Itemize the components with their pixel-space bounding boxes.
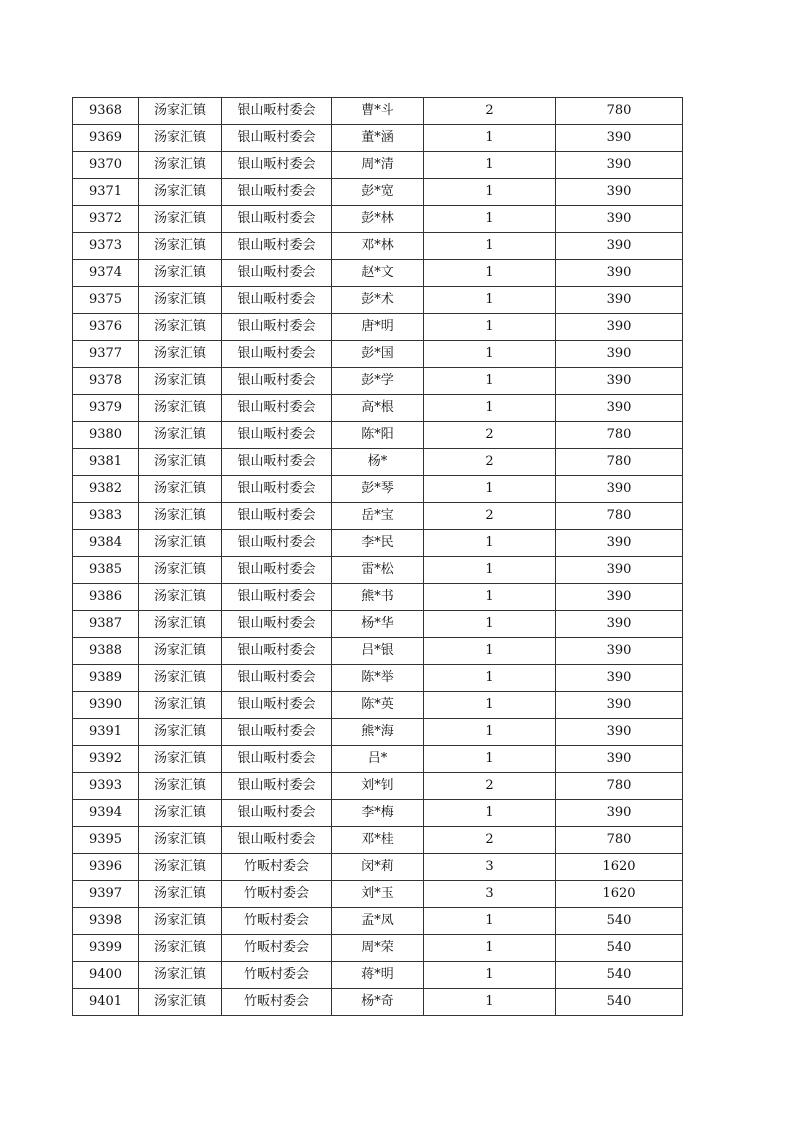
- seq-cell: 9395: [73, 827, 139, 854]
- name-cell: 杨*: [332, 449, 424, 476]
- name-cell: 陈*阳: [332, 422, 424, 449]
- table-row: [73, 287, 683, 314]
- amount-cell: 390: [556, 206, 683, 233]
- seq-cell: 9392: [73, 746, 139, 773]
- name-cell: 陈*举: [332, 665, 424, 692]
- seq-cell: 9396: [73, 854, 139, 881]
- count-cell: 1: [424, 989, 556, 1016]
- seq-cell: 9375: [73, 287, 139, 314]
- seq-cell: 9376: [73, 314, 139, 341]
- amount-cell: 390: [556, 152, 683, 179]
- village-cell: 银山畈村委会: [222, 584, 332, 611]
- count-cell: 1: [424, 935, 556, 962]
- count-cell: 1: [424, 314, 556, 341]
- village-cell: 银山畈村委会: [222, 800, 332, 827]
- village-cell: 竹畈村委会: [222, 881, 332, 908]
- name-cell: 熊*书: [332, 584, 424, 611]
- seq-cell: 9379: [73, 395, 139, 422]
- table-row: [73, 746, 683, 773]
- name-cell: 彭*学: [332, 368, 424, 395]
- table-row: [73, 368, 683, 395]
- seq-cell: 9399: [73, 935, 139, 962]
- name-cell: 董*涵: [332, 125, 424, 152]
- table-row: [73, 692, 683, 719]
- village-cell: 银山畈村委会: [222, 827, 332, 854]
- town-cell: 汤家汇镇: [139, 368, 222, 395]
- seq-cell: 9381: [73, 449, 139, 476]
- count-cell: 2: [424, 827, 556, 854]
- seq-cell: 9370: [73, 152, 139, 179]
- seq-cell: 9371: [73, 179, 139, 206]
- town-cell: 汤家汇镇: [139, 638, 222, 665]
- town-cell: 汤家汇镇: [139, 584, 222, 611]
- town-cell: 汤家汇镇: [139, 341, 222, 368]
- count-cell: 1: [424, 530, 556, 557]
- village-cell: 银山畈村委会: [222, 746, 332, 773]
- table-row: [73, 827, 683, 854]
- amount-cell: 390: [556, 638, 683, 665]
- seq-cell: 9400: [73, 962, 139, 989]
- table-row: [73, 881, 683, 908]
- village-cell: 银山畈村委会: [222, 179, 332, 206]
- name-cell: 彭*国: [332, 341, 424, 368]
- seq-cell: 9397: [73, 881, 139, 908]
- count-cell: 2: [424, 449, 556, 476]
- name-cell: 周*荣: [332, 935, 424, 962]
- town-cell: 汤家汇镇: [139, 287, 222, 314]
- town-cell: 汤家汇镇: [139, 800, 222, 827]
- count-cell: 1: [424, 800, 556, 827]
- table-row: [73, 233, 683, 260]
- village-cell: 银山畈村委会: [222, 206, 332, 233]
- amount-cell: 1620: [556, 881, 683, 908]
- count-cell: 2: [424, 98, 556, 125]
- town-cell: 汤家汇镇: [139, 665, 222, 692]
- name-cell: 陈*英: [332, 692, 424, 719]
- amount-cell: 540: [556, 989, 683, 1016]
- amount-cell: 390: [556, 314, 683, 341]
- amount-cell: 390: [556, 341, 683, 368]
- village-cell: 银山畈村委会: [222, 503, 332, 530]
- town-cell: 汤家汇镇: [139, 449, 222, 476]
- town-cell: 汤家汇镇: [139, 179, 222, 206]
- table-row: [73, 179, 683, 206]
- table-row: [73, 584, 683, 611]
- name-cell: 吕*: [332, 746, 424, 773]
- amount-cell: 780: [556, 98, 683, 125]
- amount-cell: 390: [556, 584, 683, 611]
- seq-cell: 9378: [73, 368, 139, 395]
- town-cell: 汤家汇镇: [139, 125, 222, 152]
- count-cell: 2: [424, 422, 556, 449]
- seq-cell: 9380: [73, 422, 139, 449]
- table-row: [73, 719, 683, 746]
- amount-cell: 390: [556, 476, 683, 503]
- seq-cell: 9386: [73, 584, 139, 611]
- count-cell: 1: [424, 611, 556, 638]
- amount-cell: 390: [556, 368, 683, 395]
- table-row: [73, 503, 683, 530]
- town-cell: 汤家汇镇: [139, 935, 222, 962]
- name-cell: 赵*文: [332, 260, 424, 287]
- seq-cell: 9388: [73, 638, 139, 665]
- village-cell: 银山畈村委会: [222, 638, 332, 665]
- amount-cell: 390: [556, 233, 683, 260]
- amount-cell: 390: [556, 287, 683, 314]
- table-body: [73, 98, 683, 1016]
- village-cell: 银山畈村委会: [222, 314, 332, 341]
- name-cell: 李*梅: [332, 800, 424, 827]
- table-row: [73, 854, 683, 881]
- seq-cell: 9385: [73, 557, 139, 584]
- village-cell: 银山畈村委会: [222, 773, 332, 800]
- village-cell: 银山畈村委会: [222, 476, 332, 503]
- count-cell: 1: [424, 260, 556, 287]
- count-cell: 1: [424, 206, 556, 233]
- name-cell: 彭*术: [332, 287, 424, 314]
- town-cell: 汤家汇镇: [139, 530, 222, 557]
- table-row: [73, 989, 683, 1016]
- village-cell: 银山畈村委会: [222, 368, 332, 395]
- village-cell: 银山畈村委会: [222, 665, 332, 692]
- village-cell: 银山畈村委会: [222, 719, 332, 746]
- amount-cell: 780: [556, 827, 683, 854]
- name-cell: 杨*华: [332, 611, 424, 638]
- table-row: [73, 125, 683, 152]
- town-cell: 汤家汇镇: [139, 314, 222, 341]
- seq-cell: 9384: [73, 530, 139, 557]
- village-cell: 银山畈村委会: [222, 260, 332, 287]
- count-cell: 2: [424, 503, 556, 530]
- table-row: [73, 800, 683, 827]
- name-cell: 高*根: [332, 395, 424, 422]
- count-cell: 1: [424, 476, 556, 503]
- seq-cell: 9401: [73, 989, 139, 1016]
- amount-cell: 780: [556, 503, 683, 530]
- village-cell: 银山畈村委会: [222, 152, 332, 179]
- town-cell: 汤家汇镇: [139, 260, 222, 287]
- count-cell: 1: [424, 179, 556, 206]
- village-cell: 银山畈村委会: [222, 611, 332, 638]
- village-cell: 银山畈村委会: [222, 233, 332, 260]
- town-cell: 汤家汇镇: [139, 152, 222, 179]
- table-row: [73, 152, 683, 179]
- amount-cell: 540: [556, 908, 683, 935]
- amount-cell: 390: [556, 800, 683, 827]
- name-cell: 李*民: [332, 530, 424, 557]
- village-cell: 银山畈村委会: [222, 557, 332, 584]
- count-cell: 1: [424, 746, 556, 773]
- village-cell: 银山畈村委会: [222, 422, 332, 449]
- name-cell: 杨*奇: [332, 989, 424, 1016]
- seq-cell: 9368: [73, 98, 139, 125]
- table-row: [73, 530, 683, 557]
- table-row: [73, 395, 683, 422]
- seq-cell: 9373: [73, 233, 139, 260]
- village-cell: 竹畈村委会: [222, 854, 332, 881]
- count-cell: 1: [424, 962, 556, 989]
- town-cell: 汤家汇镇: [139, 854, 222, 881]
- town-cell: 汤家汇镇: [139, 719, 222, 746]
- village-cell: 竹畈村委会: [222, 962, 332, 989]
- name-cell: 闵*莉: [332, 854, 424, 881]
- table-row: [73, 206, 683, 233]
- name-cell: 岳*宝: [332, 503, 424, 530]
- name-cell: 雷*松: [332, 557, 424, 584]
- village-cell: 银山畈村委会: [222, 341, 332, 368]
- table-row: [73, 665, 683, 692]
- seq-cell: 9382: [73, 476, 139, 503]
- name-cell: 周*清: [332, 152, 424, 179]
- amount-cell: 540: [556, 935, 683, 962]
- name-cell: 唐*明: [332, 314, 424, 341]
- town-cell: 汤家汇镇: [139, 98, 222, 125]
- amount-cell: 390: [556, 557, 683, 584]
- table-row: [73, 962, 683, 989]
- amount-cell: 540: [556, 962, 683, 989]
- village-cell: 竹畈村委会: [222, 908, 332, 935]
- seq-cell: 9394: [73, 800, 139, 827]
- table-row: [73, 773, 683, 800]
- table-row: [73, 476, 683, 503]
- town-cell: 汤家汇镇: [139, 827, 222, 854]
- name-cell: 刘*钊: [332, 773, 424, 800]
- table-row: [73, 449, 683, 476]
- seq-cell: 9369: [73, 125, 139, 152]
- amount-cell: 390: [556, 125, 683, 152]
- town-cell: 汤家汇镇: [139, 395, 222, 422]
- seq-cell: 9390: [73, 692, 139, 719]
- table-row: [73, 935, 683, 962]
- table-row: [73, 611, 683, 638]
- seq-cell: 9387: [73, 611, 139, 638]
- amount-cell: 390: [556, 719, 683, 746]
- table-row: [73, 557, 683, 584]
- village-cell: 竹畈村委会: [222, 935, 332, 962]
- seq-cell: 9389: [73, 665, 139, 692]
- seq-cell: 9383: [73, 503, 139, 530]
- town-cell: 汤家汇镇: [139, 557, 222, 584]
- amount-cell: 780: [556, 422, 683, 449]
- amount-cell: 390: [556, 395, 683, 422]
- town-cell: 汤家汇镇: [139, 422, 222, 449]
- name-cell: 熊*海: [332, 719, 424, 746]
- allowance-table: [72, 97, 683, 1016]
- village-cell: 银山畈村委会: [222, 125, 332, 152]
- seq-cell: 9398: [73, 908, 139, 935]
- name-cell: 蒋*明: [332, 962, 424, 989]
- amount-cell: 390: [556, 260, 683, 287]
- count-cell: 1: [424, 287, 556, 314]
- name-cell: 彭*琴: [332, 476, 424, 503]
- count-cell: 3: [424, 881, 556, 908]
- town-cell: 汤家汇镇: [139, 476, 222, 503]
- count-cell: 1: [424, 638, 556, 665]
- amount-cell: 390: [556, 746, 683, 773]
- seq-cell: 9391: [73, 719, 139, 746]
- amount-cell: 390: [556, 611, 683, 638]
- amount-cell: 390: [556, 530, 683, 557]
- table-row: [73, 638, 683, 665]
- table-row: [73, 260, 683, 287]
- seq-cell: 9393: [73, 773, 139, 800]
- count-cell: 1: [424, 719, 556, 746]
- count-cell: 1: [424, 395, 556, 422]
- count-cell: 2: [424, 773, 556, 800]
- table-row: [73, 98, 683, 125]
- table-row: [73, 341, 683, 368]
- name-cell: 孟*凤: [332, 908, 424, 935]
- town-cell: 汤家汇镇: [139, 692, 222, 719]
- village-cell: 银山畈村委会: [222, 287, 332, 314]
- count-cell: 1: [424, 692, 556, 719]
- name-cell: 彭*林: [332, 206, 424, 233]
- town-cell: 汤家汇镇: [139, 908, 222, 935]
- town-cell: 汤家汇镇: [139, 881, 222, 908]
- village-cell: 银山畈村委会: [222, 530, 332, 557]
- amount-cell: 780: [556, 449, 683, 476]
- name-cell: 刘*玉: [332, 881, 424, 908]
- town-cell: 汤家汇镇: [139, 773, 222, 800]
- town-cell: 汤家汇镇: [139, 746, 222, 773]
- town-cell: 汤家汇镇: [139, 503, 222, 530]
- name-cell: 邓*林: [332, 233, 424, 260]
- table-row: [73, 314, 683, 341]
- count-cell: 1: [424, 908, 556, 935]
- seq-cell: 9372: [73, 206, 139, 233]
- amount-cell: 780: [556, 773, 683, 800]
- amount-cell: 390: [556, 665, 683, 692]
- amount-cell: 390: [556, 179, 683, 206]
- count-cell: 1: [424, 557, 556, 584]
- count-cell: 1: [424, 368, 556, 395]
- name-cell: 彭*宽: [332, 179, 424, 206]
- town-cell: 汤家汇镇: [139, 611, 222, 638]
- name-cell: 曹*斗: [332, 98, 424, 125]
- count-cell: 1: [424, 125, 556, 152]
- count-cell: 1: [424, 233, 556, 260]
- seq-cell: 9377: [73, 341, 139, 368]
- amount-cell: 390: [556, 692, 683, 719]
- count-cell: 1: [424, 341, 556, 368]
- town-cell: 汤家汇镇: [139, 233, 222, 260]
- seq-cell: 9374: [73, 260, 139, 287]
- town-cell: 汤家汇镇: [139, 206, 222, 233]
- name-cell: 邓*桂: [332, 827, 424, 854]
- village-cell: 银山畈村委会: [222, 449, 332, 476]
- village-cell: 银山畈村委会: [222, 692, 332, 719]
- name-cell: 吕*银: [332, 638, 424, 665]
- table-row: [73, 908, 683, 935]
- town-cell: 汤家汇镇: [139, 989, 222, 1016]
- village-cell: 竹畈村委会: [222, 989, 332, 1016]
- count-cell: 1: [424, 665, 556, 692]
- table-row: [73, 422, 683, 449]
- amount-cell: 1620: [556, 854, 683, 881]
- town-cell: 汤家汇镇: [139, 962, 222, 989]
- allowance-table-container: [72, 97, 683, 1016]
- count-cell: 1: [424, 152, 556, 179]
- count-cell: 3: [424, 854, 556, 881]
- village-cell: 银山畈村委会: [222, 98, 332, 125]
- count-cell: 1: [424, 584, 556, 611]
- village-cell: 银山畈村委会: [222, 395, 332, 422]
